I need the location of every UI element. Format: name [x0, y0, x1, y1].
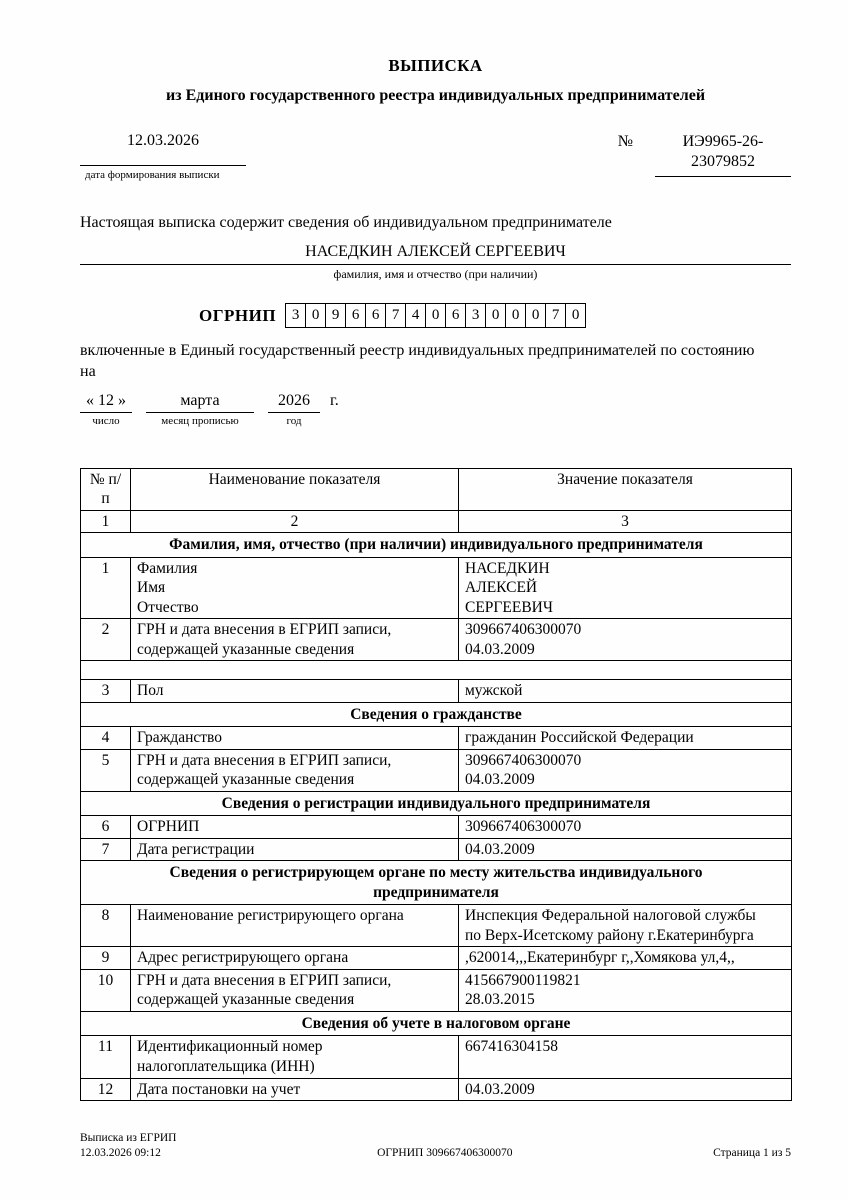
cell-line: 04.03.2009 — [465, 771, 535, 789]
cell-line: 309667406300070 — [465, 621, 582, 639]
extract-number — [655, 132, 791, 177]
ogrnip-digit-box: 3 — [465, 303, 486, 328]
footer — [80, 1131, 791, 1161]
as-of-month-caption: месяц прописью — [161, 414, 239, 427]
cell-line: Дата постановки на учет — [137, 1080, 301, 1098]
column-number-1: 1 — [81, 510, 131, 533]
footer-datetime: 12.03.2026 09:12 — [80, 1146, 161, 1159]
cell-line: Наименование регистрирующего органа — [137, 907, 404, 925]
as-of-month-group — [146, 392, 254, 427]
cell-line: Дата регистрации — [137, 840, 255, 858]
extract-number-block — [618, 132, 791, 177]
ogrnip-digit-box: 0 — [525, 303, 546, 328]
cell-line: ГРН и дата внесения в ЕГРИП записи, — [137, 621, 392, 639]
ogrnip-digit-box: 6 — [345, 303, 366, 328]
row-name-cell — [131, 727, 459, 750]
row-value-cell — [459, 749, 792, 791]
header-cell-num: № п/п — [81, 468, 131, 510]
entrepreneur-name-block — [80, 243, 791, 282]
ogrnip-digit-box: 0 — [425, 303, 446, 328]
table-row — [81, 816, 792, 839]
ogrnip-digit-box: 7 — [385, 303, 406, 328]
formation-date-value: 12.03.2026 — [80, 132, 246, 166]
cell-line: Пол — [137, 682, 164, 700]
cell-line: 667416304158 — [465, 1038, 558, 1056]
as-of-date-row — [80, 392, 791, 427]
number-sign: № — [617, 133, 633, 150]
ogrnip-row — [199, 303, 791, 328]
row-num-cell: 4 — [81, 727, 131, 750]
ogrnip-digit-box: 0 — [305, 303, 326, 328]
row-name-cell — [131, 680, 459, 703]
doc-subtitle: из Единого государственного реестра индивидуальных предпринимателей — [165, 87, 706, 104]
cell-line: ,620014,,,Екатеринбург г,,Хомякова ул,4,, — [465, 949, 735, 967]
ogrnip-digit-box: 9 — [325, 303, 346, 328]
section-row — [81, 791, 792, 816]
cell-line: Гражданство — [137, 729, 223, 747]
table-row — [81, 557, 792, 619]
cell-line: АЛЕКСЕЙ — [465, 579, 538, 597]
row-value-cell — [459, 838, 792, 861]
cell-line: 309667406300070 — [465, 751, 582, 769]
row-num-cell: 1 — [81, 557, 131, 619]
row-name-cell — [131, 905, 459, 947]
as-of-month-value: марта — [146, 392, 254, 413]
row-value-cell — [459, 969, 792, 1011]
section-title: Сведения о регистрации индивидуального предпринимателя — [81, 791, 792, 816]
footer-ogrnip: ОГРНИП 309667406300070 — [377, 1146, 513, 1159]
column-number-2: 2 — [131, 510, 459, 533]
cell-line: содержащей указанные сведения — [137, 771, 355, 789]
table-row — [81, 947, 792, 970]
table-row — [81, 969, 792, 1011]
cell-line: Отчество — [137, 598, 199, 616]
table-row — [81, 1078, 792, 1101]
ogrnip-digit-box: 0 — [505, 303, 526, 328]
row-num-cell: 3 — [81, 680, 131, 703]
section-title: Фамилия, имя, отчество (при наличии) индивидуального предпринимателя — [81, 533, 792, 558]
cell-line: Инспекция Федеральной налоговой службы — [465, 907, 756, 925]
column-number-3: 3 — [459, 510, 792, 533]
cell-line: по Верх-Исетскому району г.Екатеринбурга — [465, 926, 754, 944]
footer-doc-type: Выписка из ЕГРИП — [80, 1132, 177, 1144]
table-row — [81, 838, 792, 861]
table-row — [81, 727, 792, 750]
row-name-cell — [131, 838, 459, 861]
cell-line: 28.03.2015 — [465, 991, 535, 1009]
row-num-cell: 2 — [81, 619, 131, 661]
row-name-cell — [131, 969, 459, 1011]
cell-line: СЕРГЕЕВИЧ — [465, 598, 553, 616]
section-row — [81, 702, 792, 727]
cell-line: Адрес регистрирующего органа — [137, 949, 349, 967]
section-row — [81, 1011, 792, 1036]
indicators-table — [80, 468, 792, 1101]
ogrnip-digit-box: 3 — [285, 303, 306, 328]
row-value-cell — [459, 816, 792, 839]
header-cell-value: Значение показателя — [459, 468, 792, 510]
row-num-cell: 12 — [81, 1078, 131, 1101]
cell-line: Идентификационный номер — [137, 1038, 323, 1056]
as-of-day-value: « 12 » — [80, 392, 132, 413]
table-row — [81, 619, 792, 661]
row-num-cell: 8 — [81, 905, 131, 947]
statement-text: Настоящая выписка содержит сведения об индивидуальном предпринимателе — [80, 214, 612, 231]
row-name-cell — [131, 619, 459, 661]
cell-line: ОГРНИП — [137, 818, 200, 836]
cell-line: Имя — [137, 579, 166, 597]
cell-line: 04.03.2009 — [465, 840, 535, 858]
entrepreneur-name: НАСЕДКИН АЛЕКСЕЙ СЕРГЕЕВИЧ — [80, 243, 791, 265]
cell-line: ГРН и дата внесения в ЕГРИП записи, — [137, 751, 392, 769]
as-of-year-caption: год — [286, 414, 302, 427]
as-of-day-caption: число — [92, 414, 120, 427]
ogrnip-boxes — [285, 303, 586, 328]
cell-line: налогоплательщика (ИНН) — [137, 1058, 315, 1075]
ogrnip-digit-box: 0 — [565, 303, 586, 328]
entrepreneur-name-caption: фамилия, имя и отчество (при наличии) — [333, 267, 538, 281]
ogrnip-digit-box: 7 — [545, 303, 566, 328]
cell-line: 04.03.2009 — [465, 640, 535, 658]
cell-line: ГРН и дата внесения в ЕГРИП записи, — [137, 971, 392, 989]
section-title: Сведения о регистрирующем органе по месту жительства индивидуального предпринимателя — [81, 861, 792, 905]
cell-line: гражданин Российской Федерации — [465, 729, 694, 747]
spacer-cell — [81, 661, 792, 680]
extract-number-line1: ИЭ9965-26- — [682, 133, 764, 150]
header-cell-name: Наименование показателя — [131, 468, 459, 510]
row-num-cell: 11 — [81, 1036, 131, 1078]
row-num-cell: 6 — [81, 816, 131, 839]
row-name-cell — [131, 557, 459, 619]
row-value-cell — [459, 557, 792, 619]
row-num-cell: 7 — [81, 838, 131, 861]
section-row — [81, 533, 792, 558]
row-value-cell — [459, 1078, 792, 1101]
included-text: включенные в Единый государственный реестр индивидуальных предпринимателей по состоянию на — [80, 342, 755, 380]
row-num-cell: 10 — [81, 969, 131, 1011]
row-name-cell — [131, 1036, 459, 1078]
table-row — [81, 905, 792, 947]
cell-line: содержащей указанные сведения — [137, 991, 355, 1009]
indicators-table-body — [81, 468, 792, 1100]
ogrnip-label: ОГРНИП — [199, 305, 277, 325]
formation-date-caption: дата формирования выписки — [85, 169, 220, 181]
as-of-year-value: 2026 — [268, 392, 320, 413]
column-number-row — [81, 510, 792, 533]
row-num-cell: 5 — [81, 749, 131, 791]
row-name-cell — [131, 749, 459, 791]
row-value-cell — [459, 905, 792, 947]
table-row — [81, 749, 792, 791]
ogrnip-digit-box: 6 — [445, 303, 466, 328]
as-of-year-group — [268, 392, 320, 427]
footer-page-number: Страница 1 из 5 — [713, 1146, 791, 1159]
row-name-cell — [131, 816, 459, 839]
doc-title: ВЫПИСКА — [388, 56, 483, 75]
extract-number-line2: 23079852 — [691, 153, 755, 170]
as-of-day-group — [80, 392, 132, 427]
row-name-cell — [131, 1078, 459, 1101]
row-value-cell — [459, 1036, 792, 1078]
row-value-cell — [459, 947, 792, 970]
section-title: Сведения об учете в налоговом органе — [81, 1011, 792, 1036]
cell-line: мужской — [465, 682, 523, 700]
cell-line: НАСЕДКИН — [465, 559, 550, 577]
ogrnip-digit-box: 4 — [405, 303, 426, 328]
table-header-row — [81, 468, 792, 510]
cell-line: 04.03.2009 — [465, 1080, 535, 1098]
ogrnip-digit-box: 0 — [485, 303, 506, 328]
footer-left — [80, 1131, 176, 1161]
cell-line: Фамилия — [137, 559, 198, 577]
header-row — [80, 132, 791, 181]
row-num-cell: 9 — [81, 947, 131, 970]
section-row — [81, 861, 792, 905]
as-of-year-suffix: г. — [330, 391, 339, 409]
cell-line: 415667900119821 — [465, 971, 581, 989]
formation-date-block — [80, 132, 246, 181]
cell-line: 309667406300070 — [465, 818, 582, 836]
row-name-cell — [131, 947, 459, 970]
cell-line: содержащей указанные сведения — [137, 640, 355, 658]
section-title: Сведения о гражданстве — [81, 702, 792, 727]
spacer-row — [81, 661, 792, 680]
ogrnip-digit-box: 6 — [365, 303, 386, 328]
row-value-cell — [459, 727, 792, 750]
table-row — [81, 1036, 792, 1078]
table-row — [81, 680, 792, 703]
row-value-cell — [459, 680, 792, 703]
row-value-cell — [459, 619, 792, 661]
